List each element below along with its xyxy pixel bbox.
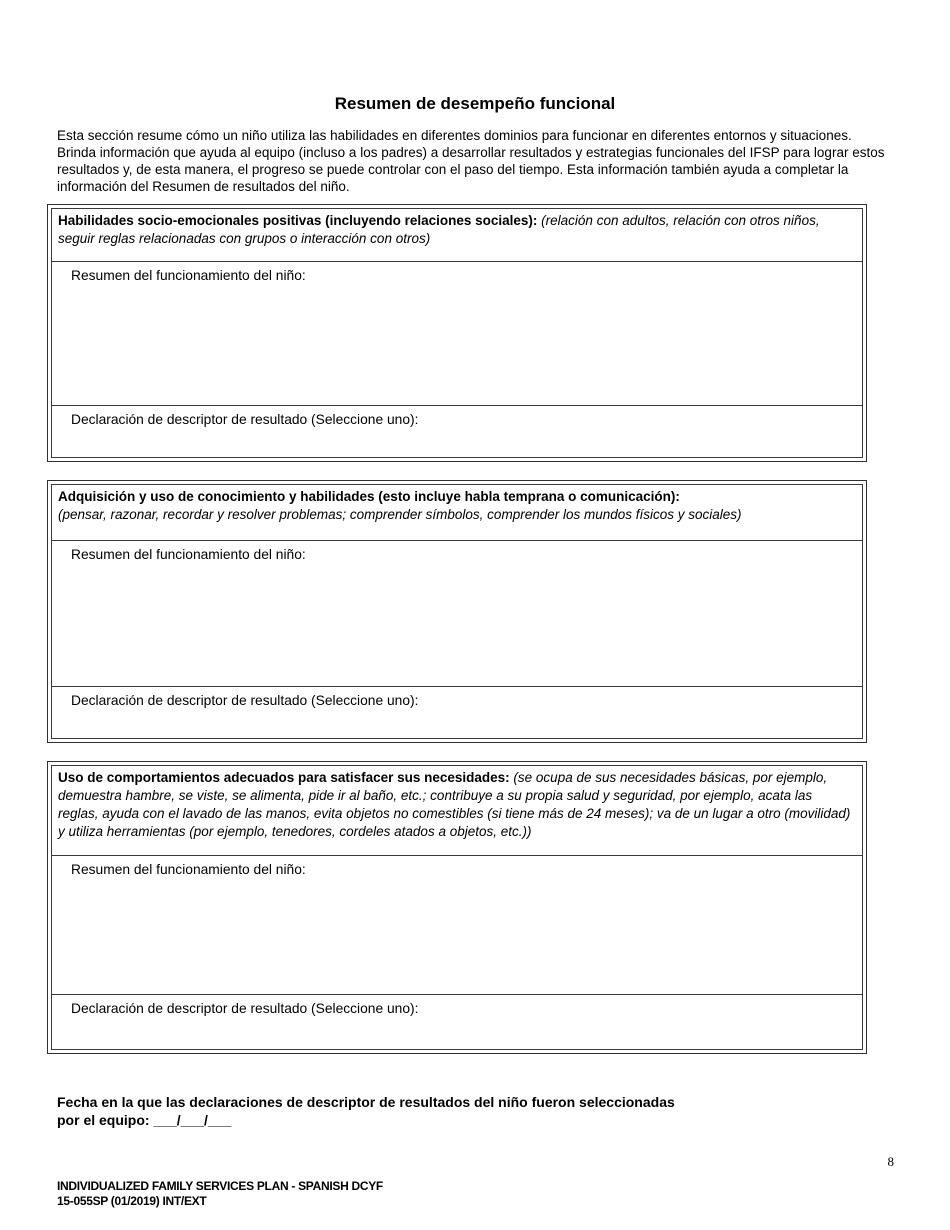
- section-heading-italic: (relación con adultos, relación con otros niños, seguir reglas relacionadas con grupos o interacción con otros): [58, 213, 820, 246]
- section-heading-bold: Uso de comportamientos adecuados para satisfacer sus necesidades:: [58, 770, 514, 785]
- section-social-emotional: [47, 204, 867, 462]
- date-statement-line2-prefix: por el equipo:: [57, 1112, 154, 1128]
- descriptor-label: Declaración de descriptor de resultado (Seleccione uno):: [71, 1001, 419, 1016]
- outcome-descriptor-field[interactable]: [51, 994, 863, 1050]
- child-functioning-summary-field[interactable]: [51, 540, 863, 687]
- section-heading: [51, 484, 863, 541]
- child-functioning-summary-field[interactable]: [51, 855, 863, 995]
- descriptor-selection-date-statement: [57, 1093, 890, 1129]
- summary-label: Resumen del funcionamiento del niño:: [71, 268, 306, 283]
- summary-label: Resumen del funcionamiento del niño:: [71, 862, 306, 877]
- descriptor-label: Declaración de descriptor de resultado (Seleccione uno):: [71, 412, 419, 427]
- section-heading-italic: (se ocupa de sus necesidades básicas, por ejemplo, demuestra hambre, se viste, se alimenta, pide ir al baño, etc.; contribuye a su propia salud y seguridad, por ejemplo, acata las reglas, ayuda con el lavado de las manos, evita objetos no comestibles (si tiene más de 24 meses); va de un lugar a otro (movilidad) y utiliza herramientas (por ejemplo, tenedores, cordeles atados a objetos, etc.)): [58, 770, 851, 839]
- child-functioning-summary-field[interactable]: [51, 261, 863, 406]
- summary-label: Resumen del funcionamiento del niño:: [71, 547, 306, 562]
- outcome-descriptor-field[interactable]: [51, 686, 863, 739]
- footer-form-number: 15-055SP (01/2019) INT/EXT: [57, 1194, 207, 1208]
- section-heading-bold: Habilidades socio-emocionales positivas (incluyendo relaciones sociales):: [58, 213, 542, 228]
- section-knowledge-skills: [47, 480, 867, 743]
- date-statement-line1: Fecha en la que las declaraciones de descriptor de resultados del niño fueron seleccionadas: [57, 1094, 675, 1110]
- section-heading-italic: (pensar, razonar, recordar y resolver problemas; comprender símbolos, comprender los mundos físicos y sociales): [58, 507, 742, 522]
- team-selection-date-field[interactable]: ___/___/___: [153, 1112, 232, 1128]
- section-heading: [51, 765, 863, 856]
- descriptor-label: Declaración de descriptor de resultado (Seleccione uno):: [71, 693, 419, 708]
- section-heading-bold: Adquisición y uso de conocimiento y habilidades (esto incluye habla temprana o comunicación):: [58, 489, 680, 504]
- page-title: Resumen de desempeño funcional: [334, 94, 616, 113]
- footer-form-name: INDIVIDUALIZED FAMILY SERVICES PLAN - SPANISH DCYF: [57, 1179, 383, 1193]
- section-heading: [51, 208, 863, 262]
- form-footer: [57, 1179, 383, 1209]
- section-appropriate-behaviors: [47, 761, 867, 1054]
- intro-paragraph: Esta sección resume cómo un niño utiliza las habilidades en diferentes dominios para funcionar en diferentes entornos y situaciones. Brinda información que ayuda al equipo (incluso a los padres) a desarrollar resultados y estrategias funcionales del IFSP para lograr estos resultados y, de esta manera, el progreso se puede controlar con el paso del tiempo. Esta información también ayuda a completar la información del Resumen de resultados del niño.: [57, 128, 885, 194]
- page-number: 8: [887, 1154, 894, 1169]
- outcome-descriptor-field[interactable]: [51, 405, 863, 458]
- sections-container: [47, 204, 867, 1054]
